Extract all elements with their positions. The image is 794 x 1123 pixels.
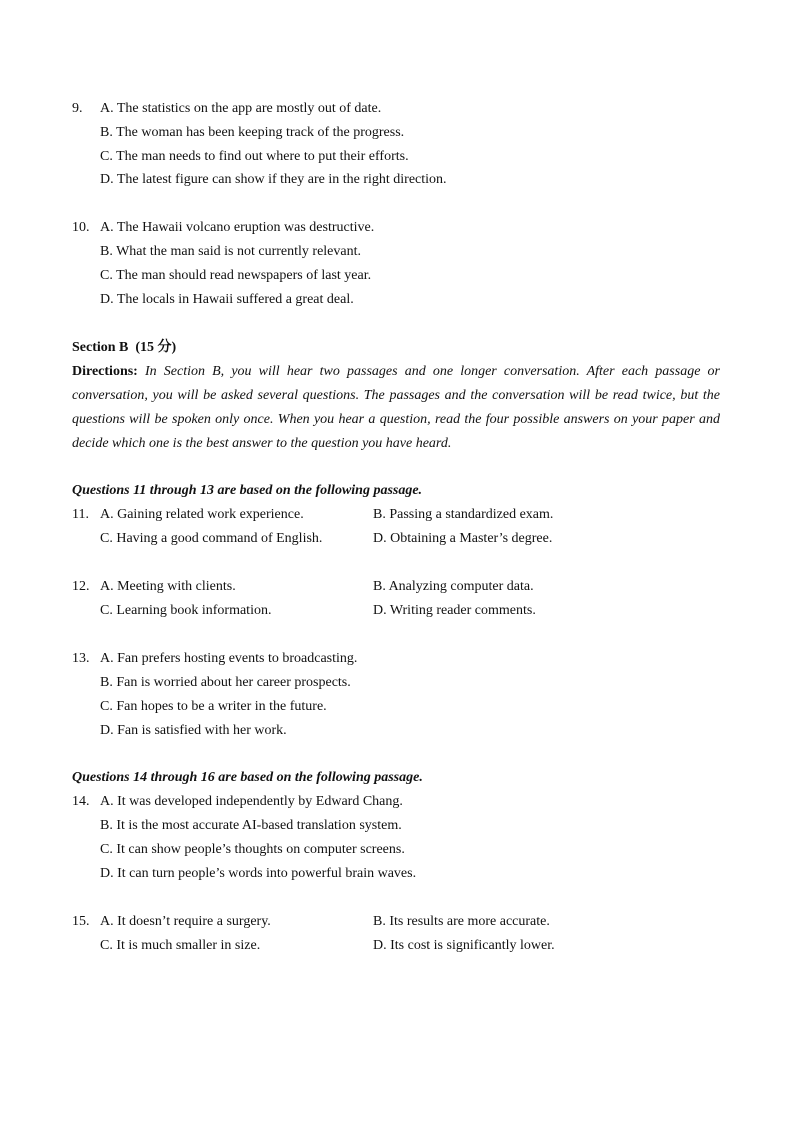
question-number: 13. [72,651,90,666]
option-c: C. Having a good command of English. [100,531,323,546]
option-b: B. It is the most accurate AI-based translation system. [100,818,402,833]
option-c: C. The man should read newspapers of last year. [100,268,372,283]
question-number: 10. [72,220,90,235]
option-c: C. Learning book information. [100,603,272,618]
option-d: D. Its cost is significantly lower. [373,938,555,953]
question-group-heading: Questions 14 through 16 are based on the following passage. [72,770,423,785]
question-number: 12. [72,579,90,594]
directions-text: In Section B, you will hear two passages and one longer conversation. After each passage or conversation, you will be asked several questions. The passages and the conversation will be read twice, but the questions will be spoken only once. When you hear a question, read the four possible answers on your paper and decide which one is the best answer to the question you have heard. [72,364,720,451]
option-a: A. It was developed independently by Edward Chang. [100,794,403,809]
option-d: D. Obtaining a Master’s degree. [373,531,553,546]
option-b: B. What the man said is not currently relevant. [100,244,362,259]
option-a: A. The statistics on the app are mostly out of date. [100,101,382,116]
question-number: 9. [72,101,83,116]
option-d: D. It can turn people’s words into powerful brain waves. [100,866,417,881]
option-b: B. Fan is worried about her career prospects. [100,675,351,690]
option-b: B. Analyzing computer data. [373,579,534,594]
option-d: D. The latest figure can show if they are in the right direction. [100,172,447,187]
option-b: B. The woman has been keeping track of the progress. [100,125,405,140]
question-group-heading: Questions 11 through 13 are based on the following passage. [72,483,423,498]
option-a: A. Fan prefers hosting events to broadcasting. [100,651,358,666]
option-d: D. Writing reader comments. [373,603,536,618]
option-b: B. Its results are more accurate. [373,914,550,929]
question-number: 14. [72,794,90,809]
question-number: 11. [72,507,89,522]
option-a: A. Gaining related work experience. [100,507,304,522]
directions-label: Directions: [72,364,138,379]
option-d: D. Fan is satisfied with her work. [100,723,287,738]
option-a: A. It doesn’t require a surgery. [100,914,271,929]
question-number: 15. [72,914,90,929]
section-title: Section B (15 分) [72,340,177,355]
option-b: B. Passing a standardized exam. [373,507,554,522]
option-c: C. It can show people’s thoughts on computer screens. [100,842,405,857]
option-a: A. Meeting with clients. [100,579,236,594]
option-d: D. The locals in Hawaii suffered a great deal. [100,292,354,307]
option-c: C. Fan hopes to be a writer in the future. [100,699,327,714]
option-a: A. The Hawaii volcano eruption was destructive. [100,220,375,235]
directions [72,360,720,456]
option-c: C. The man needs to find out where to put their efforts. [100,149,409,164]
option-c: C. It is much smaller in size. [100,938,261,953]
